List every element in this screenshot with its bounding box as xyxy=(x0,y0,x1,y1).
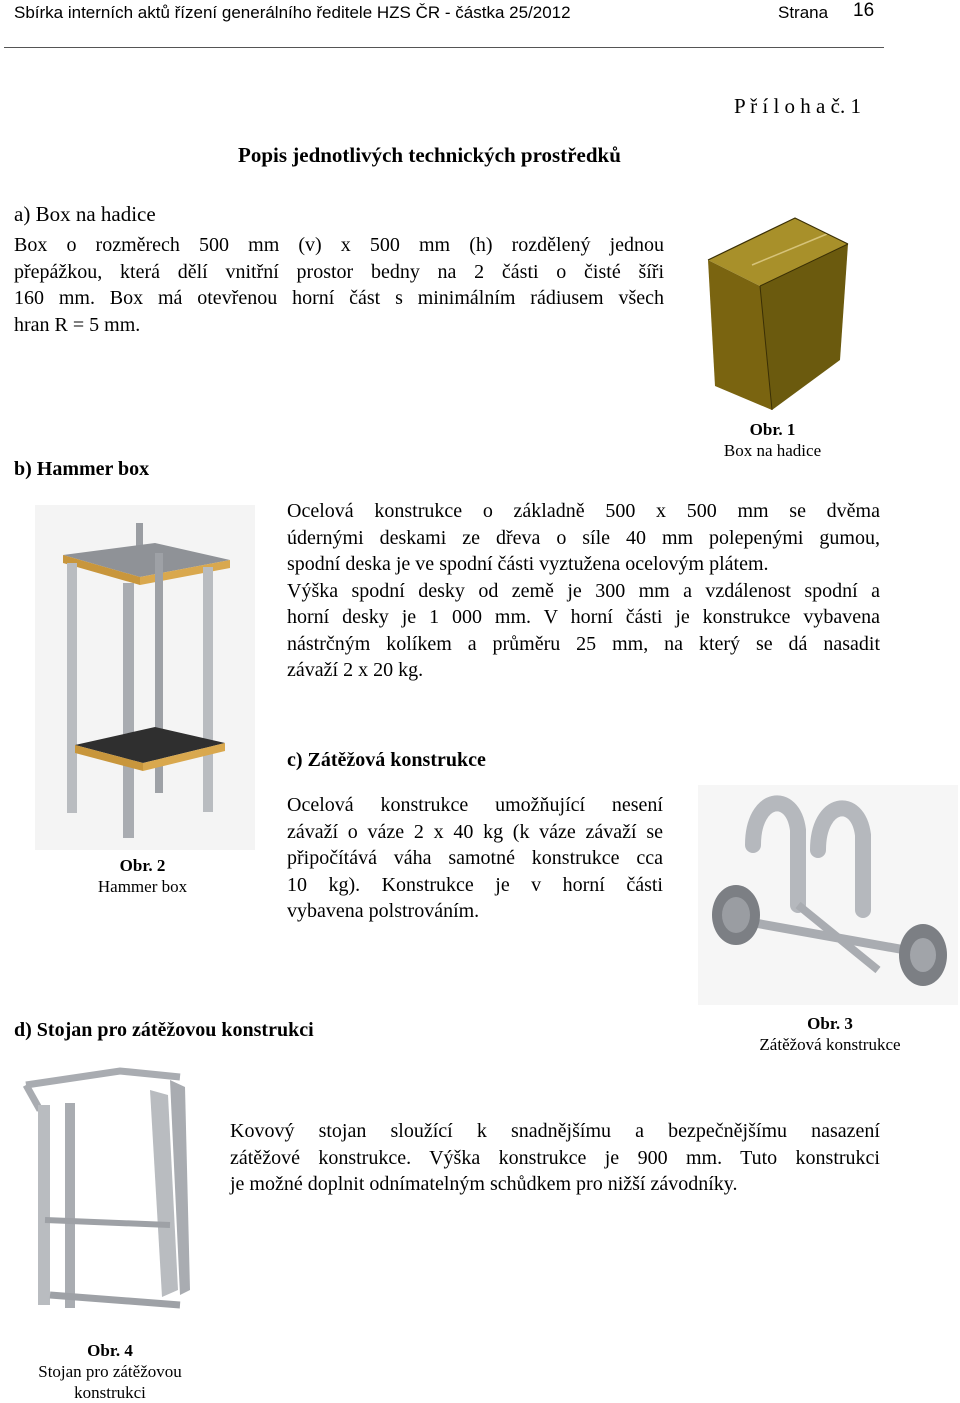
section-a-paragraph xyxy=(14,232,664,338)
section-a-line: Box o rozměrech 500 mm (v) x 500 mm (h) rozdělený jednou xyxy=(14,234,664,256)
section-b-line: Výška spodní desky od země je 300 mm a vzdálenost spodní a xyxy=(287,579,880,602)
page-title: Popis jednotlivých technických prostředků xyxy=(238,143,621,167)
section-b-line: horní desky je 1 000 mm. V horní části je konstrukce vybavena xyxy=(287,606,880,628)
figure-1-text: Box na hadice xyxy=(723,441,822,460)
figure-2-caption xyxy=(60,855,225,897)
figure-4-label: Obr. 4 xyxy=(87,1341,133,1360)
section-b-heading: b) Hammer box xyxy=(14,458,150,480)
section-c-line: Ocelová konstrukce umožňující nesení xyxy=(287,794,663,816)
section-a-line: přepážkou, která dělí vnitřní prostor bedny na 2 části o čisté šíři xyxy=(14,260,664,283)
section-b-line: spodní deska je ve spodní části vyztužena ocelovým plátem. xyxy=(287,553,769,575)
figure-4-text-line1: Stojan pro zátěžovou xyxy=(38,1362,182,1381)
section-d-paragraph xyxy=(230,1118,880,1198)
section-c-paragraph xyxy=(287,792,663,925)
figure-4-caption xyxy=(20,1340,200,1403)
section-c-heading: c) Zátěžová konstrukce xyxy=(287,749,486,771)
annex-label: P ř í l o h a č. 1 xyxy=(734,94,861,118)
figure-1-label: Obr. 1 xyxy=(749,420,796,439)
page-label: Strana xyxy=(778,3,829,22)
figure-hammer-box xyxy=(35,505,255,850)
section-b-line: nástrčným kolíkem a průměru 25 mm, na který se dá nasadit xyxy=(287,632,880,655)
figure-1-caption xyxy=(690,419,855,461)
figure-stand xyxy=(20,1065,210,1335)
figure-3-text: Zátěžová konstrukce xyxy=(759,1035,901,1054)
section-d-heading: d) Stojan pro zátěžovou konstrukci xyxy=(14,1019,314,1041)
header-divider xyxy=(4,47,884,48)
section-d-line: je možné doplnit odnímatelným schůdkem pro nižší závodníky. xyxy=(230,1173,738,1195)
document-header-title: Sbírka interních aktů řízení generálního ředitele HZS ČR - částka 25/2012 xyxy=(14,3,571,22)
section-a-heading: a) Box na hadice xyxy=(14,202,156,226)
section-b-line: údernými deskami ze dřeva o síle 40 mm polepenými gumou, xyxy=(287,526,880,549)
figure-load-frame xyxy=(698,785,958,1005)
section-c-line: připočítává váha samotné konstrukce cca xyxy=(287,847,663,869)
figure-3-caption xyxy=(735,1013,925,1055)
section-c-line: závaží o váze 2 x 40 kg (k váze závaží se xyxy=(287,820,663,843)
section-d-line: Kovový stojan sloužící k snadnějšímu a bezpečnějšímu nasazení xyxy=(230,1120,880,1142)
figure-2-text: Hammer box xyxy=(97,877,188,896)
section-b-paragraph xyxy=(287,498,880,684)
section-c-line: vybavena polstrováním. xyxy=(287,900,480,922)
section-d-line: zátěžové konstrukce. Výška konstrukce je 900 mm. Tuto konstrukci xyxy=(230,1146,880,1169)
page-number: 16 xyxy=(853,0,875,21)
section-a-line: 160 mm. Box má otevřenou horní část s minimálním rádiusem všech xyxy=(14,287,664,309)
section-c-line: 10 kg). Konstrukce je v horní části xyxy=(287,873,663,896)
section-b-line: závaží 2 x 20 kg. xyxy=(287,659,424,681)
section-a-line: hran R = 5 mm. xyxy=(14,313,141,336)
section-b-line: Ocelová konstrukce o základně 500 x 500 mm se dvěma xyxy=(287,500,880,522)
figure-4-text-line2: konstrukci xyxy=(74,1383,146,1402)
figure-hose-box xyxy=(700,210,860,415)
figure-2-label: Obr. 2 xyxy=(119,856,166,875)
figure-3-label: Obr. 3 xyxy=(807,1014,853,1033)
